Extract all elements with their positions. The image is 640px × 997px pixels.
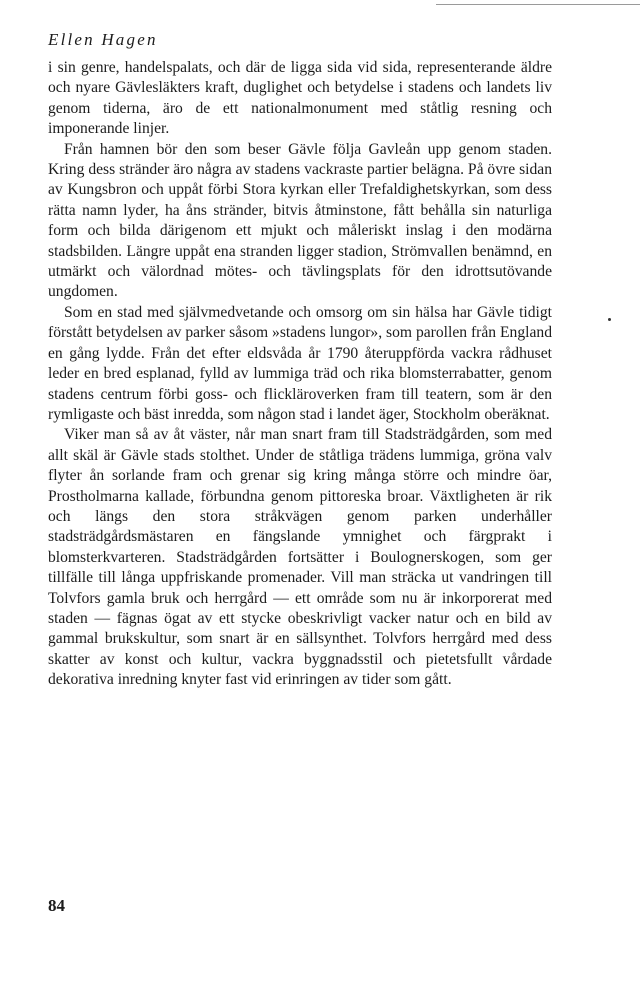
- running-header: Ellen Hagen: [48, 30, 158, 49]
- print-speck: [608, 318, 611, 321]
- top-edge-rule: [436, 4, 640, 5]
- paragraph-harbour: Från hamnen bör den som beser Gävle följa Gavleån upp genom staden. Kring dess stränder äro några av stadens vackraste partier belägna. På övre sidan av Kungsbron och uppåt förbi Stora kyrkan eller Trefaldighetskyrkan, som dess rätta namn lyder, ha åns stränder, bitvis åtminstone, fått behålla sin naturliga form och bilda därigenom ett mjukt och måleriskt inslag i den modärna stadsbilden. Längre uppåt ena stranden ligger stadion, Strömvallen benämnd, en utmärkt och välordnad mötes- och tävlingsplats för den idrottsutövande ungdomen.: [48, 140, 552, 301]
- paragraph-parks: Som en stad med självmedvetande och omsorg om sin hälsa har Gävle tidigt förstått betydelsen av parker såsom »stadens lungor», som parollen från England en gång lydde. Från det efter eldsvåda år 1790 återuppförda vackra rådhuset leder en bred esplanad, fylld av lummiga träd och rika blomsterrabatter, genom stadens centrum förbi goss- och flickläroverken fram till teatern, som är den rymligaste och bäst inredda, som någon stad i landet äger, Stockholm oberäknat.: [48, 303, 552, 423]
- page-number: 84: [48, 896, 65, 915]
- page-body: [48, 58, 552, 691]
- paragraph-continued: i sin genre, handelspalats, och där de ligga sida vid sida, representerande äldre och nyare Gävlesläkters kraft, duglighet och betydelse i stadens och landets liv genom tiderna, äro de ett nationalmonument med ståtlig resning och imponerande linjer.: [48, 59, 552, 138]
- paragraph-stadstradgarden: Viker man så av åt väster, når man snart fram till Stadsträdgården, som med allt skäl är Gävle stads stolthet. Under de ståtliga trädens lummiga, gröna valv flyter ån sorlande fram och grenar sig kring många större och mindre öar, Prostholmarna kallade, förbundna genom pittoreska broar. Växtligheten är rik och längs den stora stråkvägen genom parken underhåller stadsträdgårdsmästaren en fängslande ymnighet och färgprakt i blomsterkvarteren. Stadsträdgården fortsätter i Boulognerskogen, som ger tillfälle till långa uppfriskande promenader. Vill man sträcka ut vandringen till Tolvfors gamla bruk och herrgård — ett område som nu är inkorporerat med staden — fägnas ögat av ett stycke obeskrivligt vacker natur och en bild av gammal brukskultur, som snart är en sällsynthet. Tolvfors herrgård med dess skatter av konst och kultur, vackra byggnadsstil och pietetsfullt vårdade dekorativa inredning knyter fast vid erinringen av tider som gått.: [48, 426, 552, 689]
